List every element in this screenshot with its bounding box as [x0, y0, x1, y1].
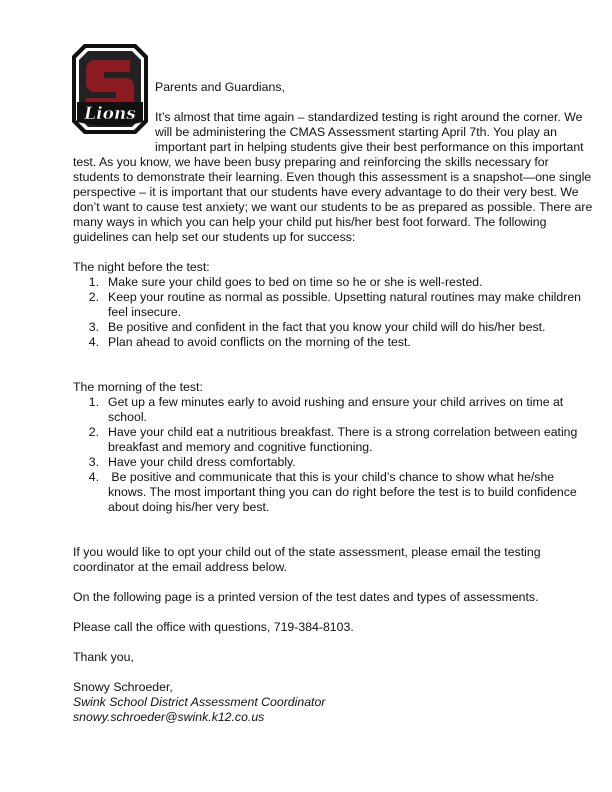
list-text: school. [108, 410, 147, 424]
list-text: Make sure your child goes to bed on time so he or she is well-rested. [108, 275, 483, 289]
list-item [73, 290, 603, 305]
list-number: 3. [88, 320, 99, 334]
intro-line: will be administering the CMAS Assessment starting April 7th. You play an [155, 125, 557, 139]
signature-name: Snowy Schroeder, [73, 680, 173, 694]
closing: Thank you, [73, 650, 134, 664]
list-text: Be positive and communicate that this is your child’s chance to show what he/she [108, 470, 555, 484]
list-item [73, 335, 603, 350]
list-item [73, 320, 603, 335]
night-heading: The night before the test: [73, 260, 210, 274]
optout-text: If you would like to opt your child out of the state assessment, please email the testing [73, 545, 541, 559]
list-item [73, 395, 603, 410]
letter-body [73, 80, 603, 725]
intro-line: many ways in which you can help your child put his/her best foot forward. The following [73, 215, 547, 229]
list-item [73, 455, 603, 470]
optout-text: coordinator at the email address below. [73, 560, 287, 574]
list-text: breakfast and memory and cognitive functioning. [108, 440, 373, 454]
intro-line: It’s almost that time again – standardized testing is right around the corner. We [155, 110, 583, 124]
list-number: 4. [88, 470, 99, 484]
list-item [73, 470, 603, 485]
following-page-note: On the following page is a printed version of the test dates and types of assessments. [73, 590, 539, 604]
morning-heading: The morning of the test: [73, 380, 203, 394]
signature-title: Swink School District Assessment Coordinator [73, 695, 326, 709]
list-text: feel insecure. [108, 305, 182, 319]
list-text: Be positive and confident in the fact that you know your child will do his/her best. [108, 320, 546, 334]
intro-line: students to demonstrate their learning. Even though this assessment is a snapshot—one single [73, 170, 592, 184]
intro-line: guidelines can help set our students up for success: [73, 230, 356, 244]
list-text: about doing his/her very best. [108, 500, 270, 514]
list-text: Keep your routine as normal as possible. Upsetting natural routines may make children [108, 290, 581, 304]
greeting: Parents and Guardians, [155, 80, 285, 94]
list-text: Have your child eat a nutritious breakfast. There is a strong correlation between eating [108, 425, 578, 439]
list-item [73, 425, 603, 440]
list-item [73, 275, 603, 290]
night-list [73, 275, 603, 350]
intro-line: perspective – it is important that our students have every advantage to do their very best. We [73, 185, 579, 199]
intro-line: important part in helping students give their best performance on this important [155, 140, 584, 154]
list-text: Plan ahead to avoid conflicts on the morning of the test. [108, 335, 411, 349]
morning-list [73, 395, 603, 515]
intro-paragraph [73, 110, 603, 245]
list-number: 3. [88, 455, 99, 469]
svg-text:Lions: Lions [84, 104, 136, 124]
intro-line: don’t want to cause test anxiety; we want our students to be as prepared as possible. There are [73, 200, 593, 214]
list-number: 2. [88, 425, 99, 439]
list-text: Get up a few minutes early to avoid rushing and ensure your child arrives on time at [108, 395, 564, 409]
list-number: 2. [88, 290, 99, 304]
intro-line: test. As you know, we have been busy preparing and reinforcing the skills necessary for [73, 155, 549, 169]
list-text: knows. The most important thing you can do right before the test is to build confidence [108, 485, 577, 499]
list-number: 1. [88, 275, 99, 289]
call-office-note: Please call the office with questions, 719-384-8103. [73, 620, 354, 634]
list-text: Have your child dress comfortably. [108, 455, 296, 469]
list-number: 4. [88, 335, 99, 349]
list-number: 1. [88, 395, 99, 409]
signature-email: snowy.schroeder@swink.k12.co.us [73, 710, 265, 724]
